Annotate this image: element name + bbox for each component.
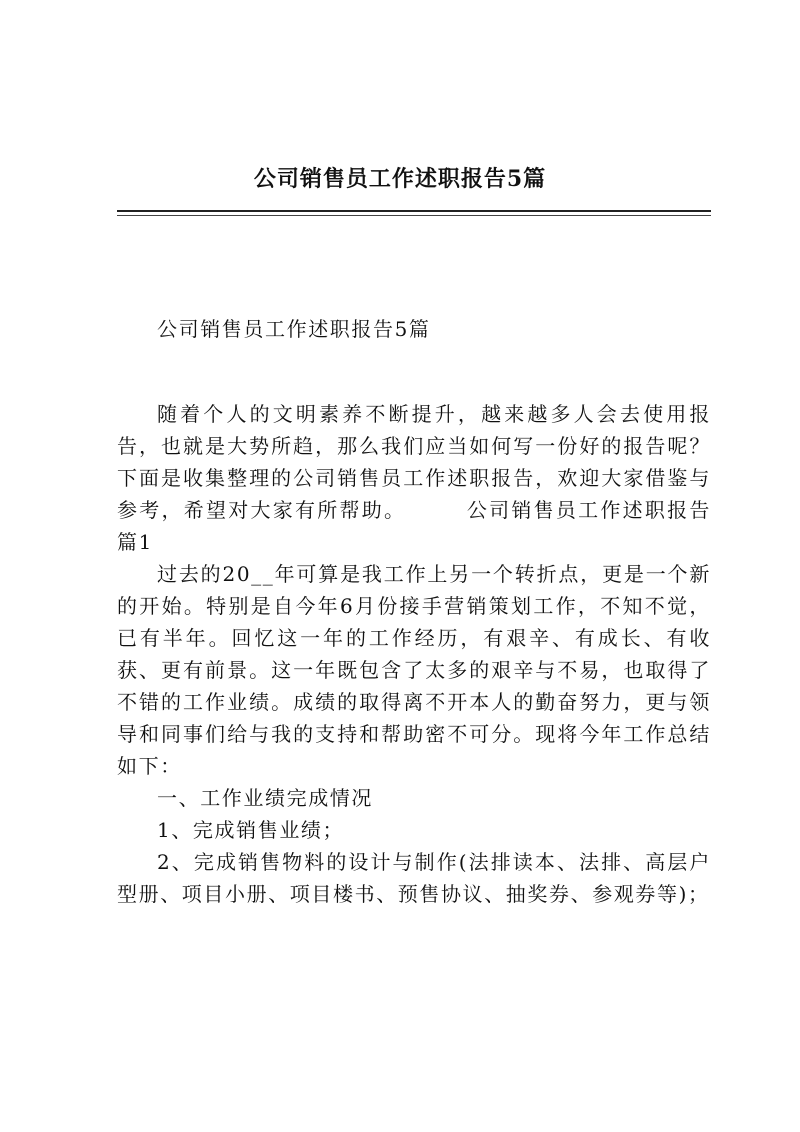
subtitle-line: 公司销售员工作述职报告5篇 bbox=[157, 317, 431, 341]
document-subtitle bbox=[117, 313, 711, 345]
intro-paragraph bbox=[117, 398, 711, 558]
document-title: 公司销售员工作述职报告5篇 bbox=[253, 166, 547, 192]
list-item-2: 2、完成销售物料的设计与制作(法排读本、法排、高层户型册、项目小册、项目楼书、预售协议、抽奖券、参观券等)； bbox=[117, 850, 711, 906]
body-heading-achievements: 一、工作业绩完成情况 bbox=[157, 786, 373, 810]
intro-text: 随着个人的文明素养不断提升，越来越多人会去使用报告，也就是大势所趋，那么我们应当如何写一份好的报告呢？下面是收集整理的公司销售员工作述职报告，欢迎大家借鉴与参考，希望对大家有所帮助。 bbox=[117, 402, 711, 522]
section-heading: 公司销售员工作述职报告篇1 bbox=[117, 498, 711, 554]
document-body bbox=[117, 398, 711, 910]
body-paragraph: 过去的20__年可算是我工作上另一个转折点，更是一个新的开始。特别是自今年6月份接手营销策划工作，不知不觉，已有半年。回忆这一年的工作经历，有艰辛、有成长、有收获、更有前景。这一年既包含了太多的艰辛与不易，也取得了不错的工作业绩。成绩的取得离不开本人的勤奋努力，更与领导和同事们给与我的支持和帮助密不可分。现将今年工作总结如下： bbox=[117, 562, 711, 778]
title-divider-thick bbox=[117, 210, 711, 212]
list-item-1: 1、完成销售业绩； bbox=[157, 818, 345, 842]
title-divider-thin bbox=[117, 215, 711, 216]
